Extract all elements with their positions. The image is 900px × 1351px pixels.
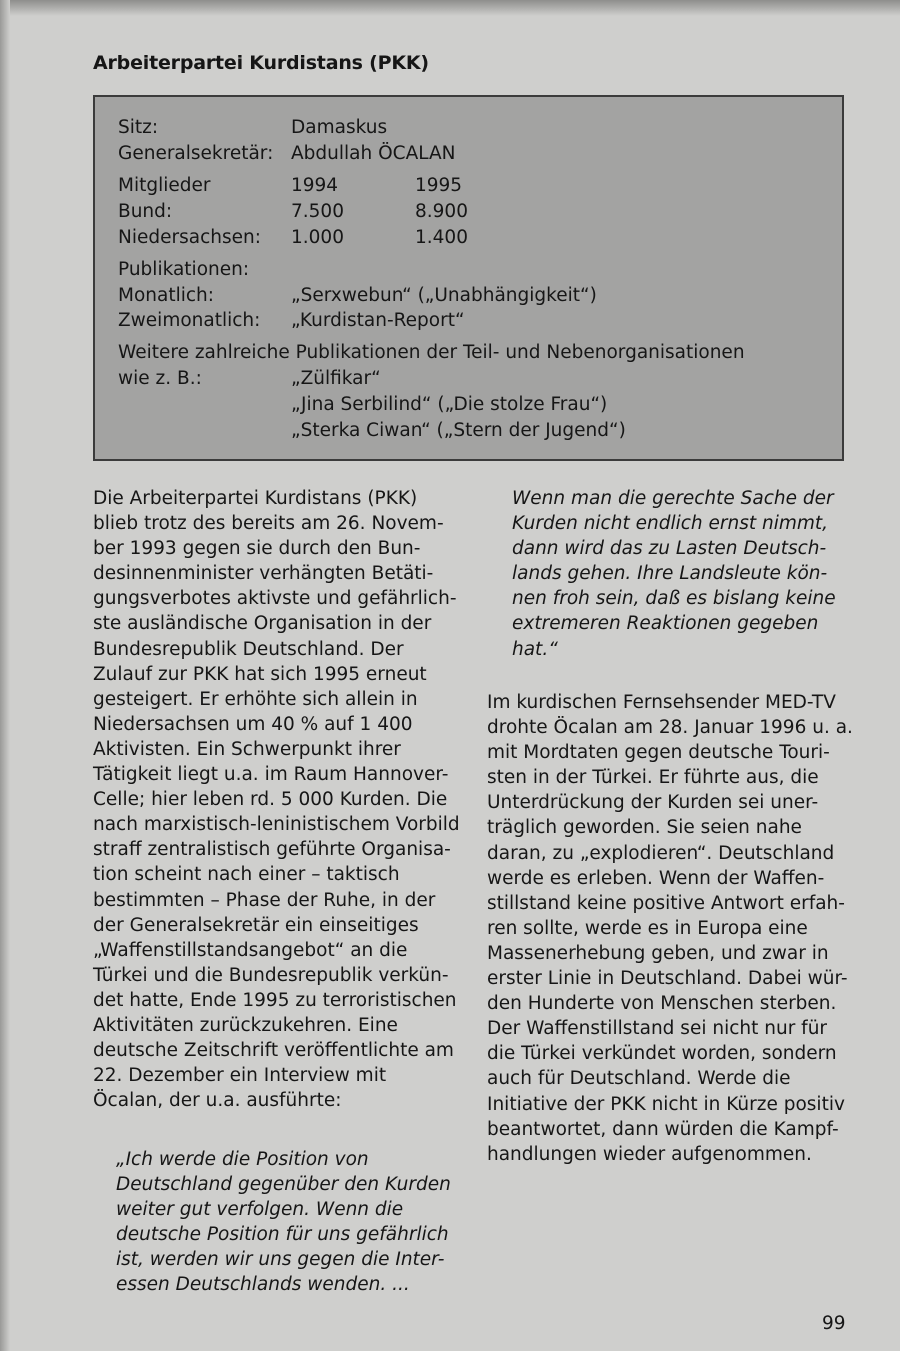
bund-1994-value: 7.500	[291, 201, 344, 222]
example-publication-3: „Sterka Ciwan“ („Stern der Jugend“)	[291, 420, 626, 441]
scan-side-shadow	[0, 0, 10, 1351]
niedersachsen-1995-value: 1.400	[415, 227, 468, 248]
sitz-value: Damaskus	[291, 117, 388, 138]
mitglieder-label: Mitglieder	[118, 175, 211, 196]
monatlich-value: „Serxwebun“ („Unabhängigkeit“)	[291, 285, 597, 306]
document-title: Arbeiterpartei Kurdistans (PKK)	[93, 52, 429, 74]
page-number: 99	[822, 1313, 846, 1334]
zweimonatlich-label: Zweimonatlich:	[118, 310, 261, 331]
wie-zb-label: wie z. B.:	[118, 368, 202, 389]
interview-quote-start: „Ich werde die Position von Deutschland gegenüber den Kurden weiter gut verfolgen. Wenn die deutsche Position für uns gefährlich ist, werden wir uns gegen die Inter- essen Deutschlands wenden. ...	[116, 1149, 451, 1296]
example-publication-1: „Zülfikar“	[291, 368, 381, 389]
generalsekretaer-label: Generalsekretär:	[118, 143, 274, 164]
weitere-publikationen-text: Weitere zahlreiche Publikationen der Teil- und Nebenorganisationen	[118, 342, 745, 363]
sitz-label: Sitz:	[118, 117, 159, 138]
scan-edge-shadow	[0, 0, 900, 16]
year-1995-header: 1995	[415, 175, 463, 196]
year-1994-header: 1994	[291, 175, 339, 196]
bund-label: Bund:	[118, 201, 173, 222]
left-column-paragraph: Die Arbeiterpartei Kurdistans (PKK) blieb trotz des bereits am 26. Novem- ber 1993 gegen sie durch den Bun- desinnenminister verhängten Betäti- gungsverbotes aktivste und gefährlich- ste ausländische Organisation in der Bundesrepublik Deutschland. Der Zulauf zur PKK hat sich 1995 erneut gesteigert. Er erhöhte sich allein in Niedersachsen um 40 % auf 1 400 Aktivisten. Ein Schwerpunkt ihrer Tätigkeit liegt u.a. im Raum Hannover- Celle; hier leben rd. 5 000 Kurden. Die nach marxistisch-leninistischem Vorbild straff zentralistisch geführte Organisa- tion scheint nach einer – taktisch bestimmten – Phase der Ruhe, in der der Generalsekretär ein einseitiges „Waffenstillstandsangebot“ an die Türkei und die Bundesrepublik verkün- det hatte, Ende 1995 zu terroristischen Aktivitäten zurückzukehren. Eine deutsche Zeitschrift veröffentlichte am 22. Dezember ein Interview mit Öcalan, der u.a. ausführte:	[93, 488, 460, 1112]
generalsekretaer-value: Abdullah ÖCALAN	[291, 143, 456, 164]
niedersachsen-1994-value: 1.000	[291, 227, 344, 248]
interview-quote-end: Wenn man die gerechte Sache der Kurden nicht endlich ernst nimmt, dann wird das zu Lasten Deutsch- lands gehen. Ihre Landsleute kön- nen froh sein, daß es bislang keine extremeren Reaktionen gegeben hat.“	[512, 488, 836, 660]
publikationen-label: Publikationen:	[118, 259, 250, 280]
bund-1995-value: 8.900	[415, 201, 468, 222]
zweimonatlich-value: „Kurdistan-Report“	[291, 310, 465, 331]
niedersachsen-label: Niedersachsen:	[118, 227, 261, 248]
example-publication-2: „Jina Serbilind“ („Die stolze Frau“)	[291, 394, 608, 415]
monatlich-label: Monatlich:	[118, 285, 215, 306]
organization-info-box	[93, 95, 844, 461]
right-column-paragraph: Im kurdischen Fernsehsender MED-TV drohte Öcalan am 28. Januar 1996 u. a. mit Mordtaten gegen deutsche Touri- sten in der Türkei. Er führte aus, die Unterdrückung der Kurden sei uner- träglich geworden. Sie seien nahe daran, zu „explodieren“. Deutschland werde es erleben. Wenn der Waffen- stillstand keine positive Antwort erfah- ren sollte, werde es in Europa eine Massenerhebung geben, und zwar in erster Linie in Deutschland. Dabei wür- den Hunderte von Menschen sterben. Der Waffenstillstand sei nicht nur für die Türkei verkündet worden, sondern auch für Deutschland. Werde die Initiative der PKK nicht in Kürze positiv beantwortet, dann würden die Kampf- handlungen wieder aufgenommen.	[487, 692, 853, 1165]
